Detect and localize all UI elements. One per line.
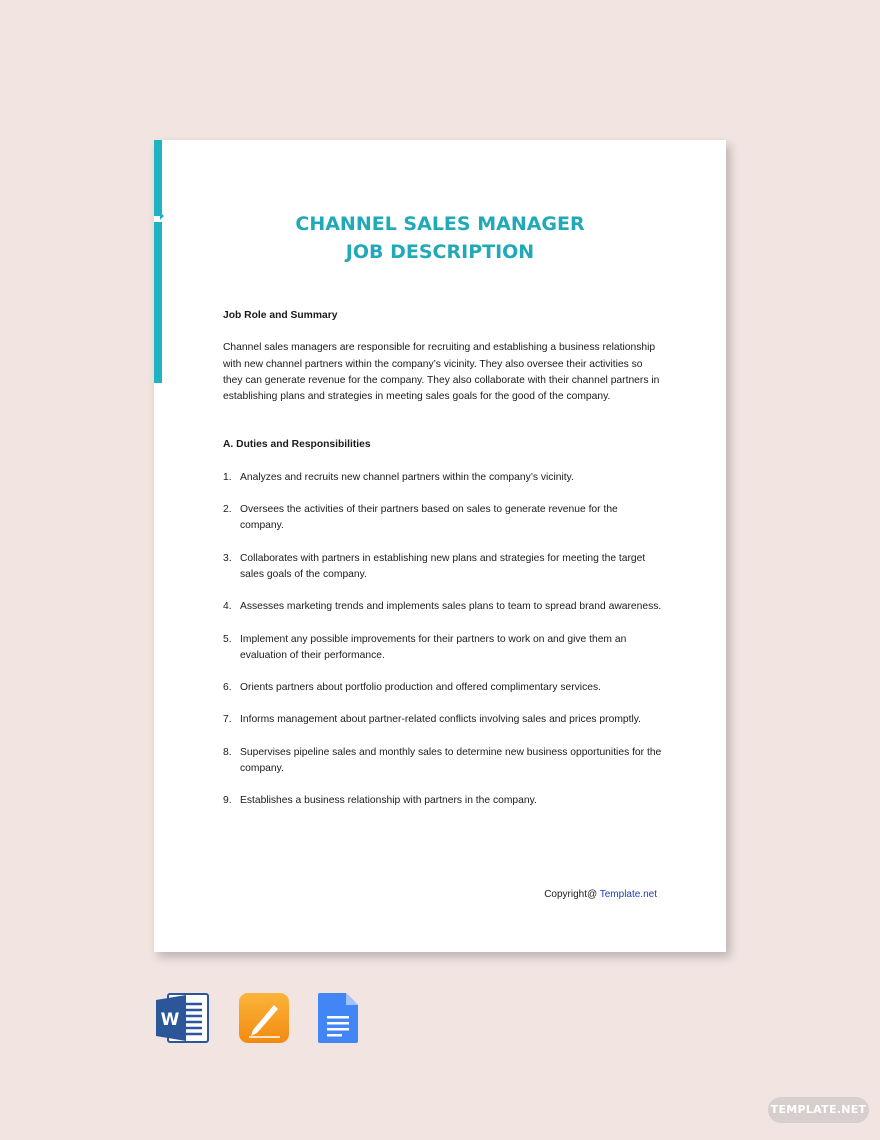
- list-text: Establishes a business relationship with partners in the company.: [240, 795, 537, 807]
- list-number: 6.: [223, 682, 232, 694]
- list-number: 8.: [223, 746, 232, 758]
- list-text: Supervises pipeline sales and monthly sales to determine new business opportunities for the company.: [240, 746, 662, 775]
- copyright-link[interactable]: Template.net: [599, 889, 657, 900]
- copyright-notice: [544, 888, 657, 902]
- list-text: Assesses marketing trends and implements sales plans to team to spread brand awareness.: [240, 601, 662, 613]
- list-number: 5.: [223, 633, 232, 645]
- list-text: Collaborates with partners in establishing new plans and strategies for meeting the target sales goals of the company.: [240, 552, 646, 580]
- title-line-1: CHANNEL SALES MANAGER: [295, 213, 585, 235]
- document-page: [154, 140, 726, 952]
- list-number: 7.: [223, 714, 232, 726]
- google-docs-icon[interactable]: [318, 992, 358, 1049]
- summary-paragraph: Channel sales managers are responsible for recruiting and establishing a business relationship with new channel partners within the company’s vicinity. They also oversee their activities so they can generate revenue for the company. They also collaborate with their channel partners in establishing plans and strategies in meeting sales goals for the good of the company.: [223, 342, 660, 403]
- title-line-2: JOB DESCRIPTION: [345, 241, 535, 263]
- list-number: 9.: [223, 795, 232, 807]
- list-text: Implement any possible improvements for their partners to work on and give them an evaluation of their performance.: [240, 633, 627, 661]
- document-body: [223, 308, 663, 810]
- template-net-watermark[interactable]: TEMPLATE.NET: [768, 1097, 869, 1123]
- copyright-prefix: Copyright@: [544, 889, 600, 900]
- list-number: 4.: [223, 601, 232, 613]
- list-text: Analyzes and recruits new channel partners within the company’s vicinity.: [240, 471, 574, 483]
- list-item: [223, 793, 663, 809]
- word-letter: W: [160, 1010, 180, 1030]
- list-item: [223, 599, 663, 615]
- list-item: [223, 502, 663, 535]
- list-text: Oversees the activities of their partners based on sales to generate revenue for the company.: [240, 504, 618, 532]
- apple-pages-icon[interactable]: [238, 992, 290, 1049]
- list-number: 2.: [223, 504, 232, 516]
- list-text: Orients partners about portfolio production and offered complimentary services.: [240, 682, 601, 694]
- list-item: [223, 745, 663, 778]
- list-item: [223, 712, 663, 728]
- list-item: [223, 632, 663, 665]
- list-item: [223, 470, 663, 486]
- duties-list: [223, 470, 663, 810]
- list-number: 1.: [223, 471, 232, 483]
- microsoft-word-icon[interactable]: [154, 992, 210, 1049]
- list-text: Informs management about partner-related conflicts involving sales and prices promptly.: [240, 714, 642, 726]
- list-item: [223, 680, 663, 696]
- list-item: [223, 551, 663, 584]
- list-number: 3.: [223, 552, 232, 564]
- document-title: [154, 210, 726, 266]
- section-heading-summary: Job Role and Summary: [223, 310, 338, 321]
- section-heading-duties: A. Duties and Responsibilities: [223, 439, 371, 451]
- accent-bar-top: [154, 140, 162, 216]
